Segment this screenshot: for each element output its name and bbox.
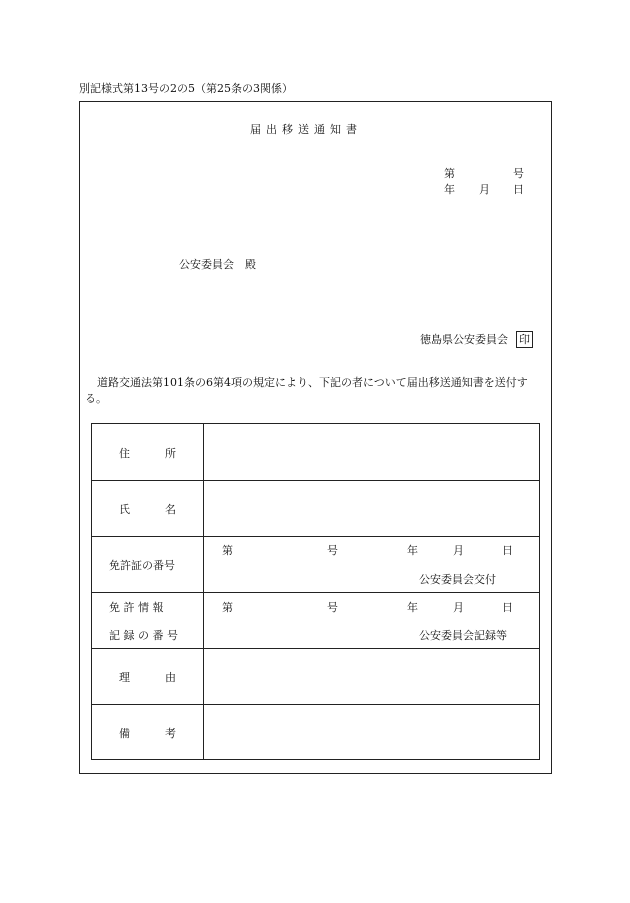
remarks-label-1: 備 [119, 727, 130, 740]
row-divider [92, 536, 539, 537]
reason-label-2: 由 [165, 671, 176, 684]
form-number-label: 別記様式第13号の2の5（第25条の3関係） [79, 82, 293, 95]
record-recorded-by: 公安委員会記録等 [419, 629, 507, 642]
row-divider [92, 704, 539, 705]
reason-label-1: 理 [119, 671, 130, 684]
row-divider [92, 592, 539, 593]
name-label-1: 氏 [119, 503, 130, 516]
record-label-line2: 記 録 の 番 号 [109, 629, 178, 642]
license-go: 号 [327, 544, 338, 557]
record-dai: 第 [222, 601, 233, 614]
row-divider [92, 648, 539, 649]
column-divider [203, 424, 204, 759]
record-month: 月 [453, 601, 464, 614]
number-go: 号 [513, 167, 524, 180]
license-day: 日 [502, 544, 513, 557]
license-number-label: 免許証の番号 [109, 559, 175, 572]
record-label-line1: 免 許 情 報 [109, 601, 164, 614]
license-issued-by: 公安委員会交付 [419, 573, 496, 586]
issuer-name: 徳島県公安委員会 [420, 333, 508, 346]
number-dai: 第 [444, 167, 455, 180]
license-year: 年 [407, 544, 418, 557]
date-day: 日 [513, 183, 524, 196]
details-table [91, 423, 540, 760]
license-dai: 第 [222, 544, 233, 557]
addressee: 公安委員会 殿 [179, 258, 256, 271]
body-text: 道路交通法第101条の6第4項の規定により、下記の者について届出移送通知書を送付する。 [85, 376, 528, 405]
address-label-2: 所 [165, 447, 176, 460]
document-title: 届出移送通知書 [250, 123, 362, 136]
record-year: 年 [407, 601, 418, 614]
date-year: 年 [444, 183, 455, 196]
address-label-1: 住 [119, 447, 130, 460]
remarks-label-2: 考 [165, 727, 176, 740]
record-go: 号 [327, 601, 338, 614]
row-divider [92, 480, 539, 481]
date-month: 月 [479, 183, 490, 196]
record-day: 日 [502, 601, 513, 614]
license-month: 月 [453, 544, 464, 557]
issuer-line [420, 331, 533, 348]
seal-mark: 印 [516, 331, 533, 348]
name-label-2: 名 [165, 503, 176, 516]
